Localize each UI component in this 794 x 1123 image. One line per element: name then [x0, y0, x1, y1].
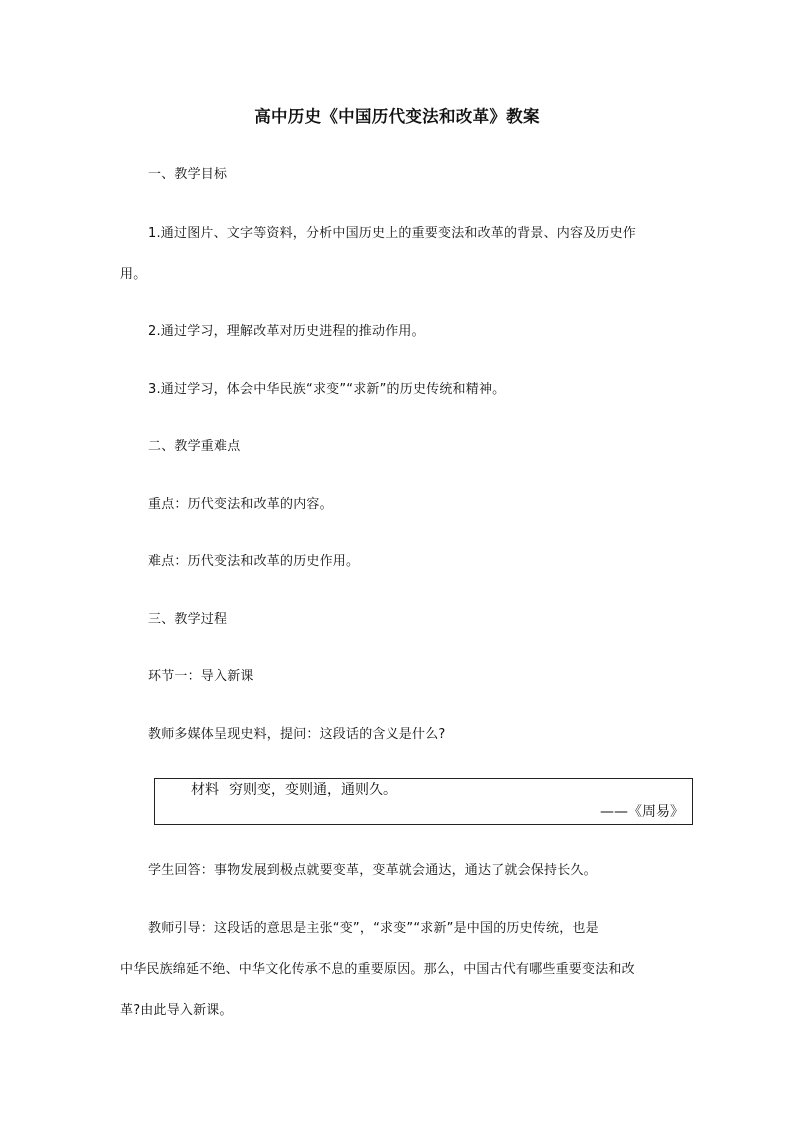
step-1-heading: 环节一：导入新课 [148, 669, 254, 684]
key-difficult-heading: 二、教学重难点 [148, 439, 241, 454]
goal-1-line-2: 用。 [120, 267, 147, 282]
goal-1-line-1: 1.通过图片、文字等资料，分析中国历史上的重要变法和改革的背景、内容及历史作 [148, 226, 637, 241]
goal-3: 3.通过学习，体会中华民族“求变”“求新”的历史传统和精神。 [148, 382, 506, 397]
teacher-prompt: 教师多媒体呈现史料，提问：这段话的含义是什么? [148, 727, 446, 742]
teacher-guide-line-2: 中华民族绵延不绝、中华文化传承不息的重要原因。那么，中国古代有哪些重要变法和改 [120, 962, 635, 977]
document-title: 高中历史《中国历代变法和改革》教案 [254, 107, 540, 126]
key-point: 重点：历代变法和改革的内容。 [148, 497, 333, 512]
teacher-guide-line-3: 革?由此导入新课。 [120, 1003, 233, 1018]
material-source: ——《周易》 [600, 804, 684, 820]
difficult-point: 难点：历代变法和改革的历史作用。 [148, 554, 360, 569]
material-text: 穷则变，变则通，通则久。 [229, 782, 397, 798]
material-quote [191, 781, 397, 799]
goals-heading: 一、教学目标 [148, 167, 228, 182]
student-answer: 学生回答：事物发展到极点就要变革，变革就会通达，通达了就会保持长久。 [148, 863, 597, 878]
process-heading: 三、教学过程 [148, 612, 228, 627]
goal-2: 2.通过学习，理解改革对历史进程的推动作用。 [148, 324, 425, 339]
material-label: 材料 [191, 782, 219, 798]
source-material-box [154, 778, 693, 825]
teacher-guide-line-1: 教师引导：这段话的意思是主张“变”，“求变”“求新”是中国的历史传统，也是 [148, 921, 599, 936]
